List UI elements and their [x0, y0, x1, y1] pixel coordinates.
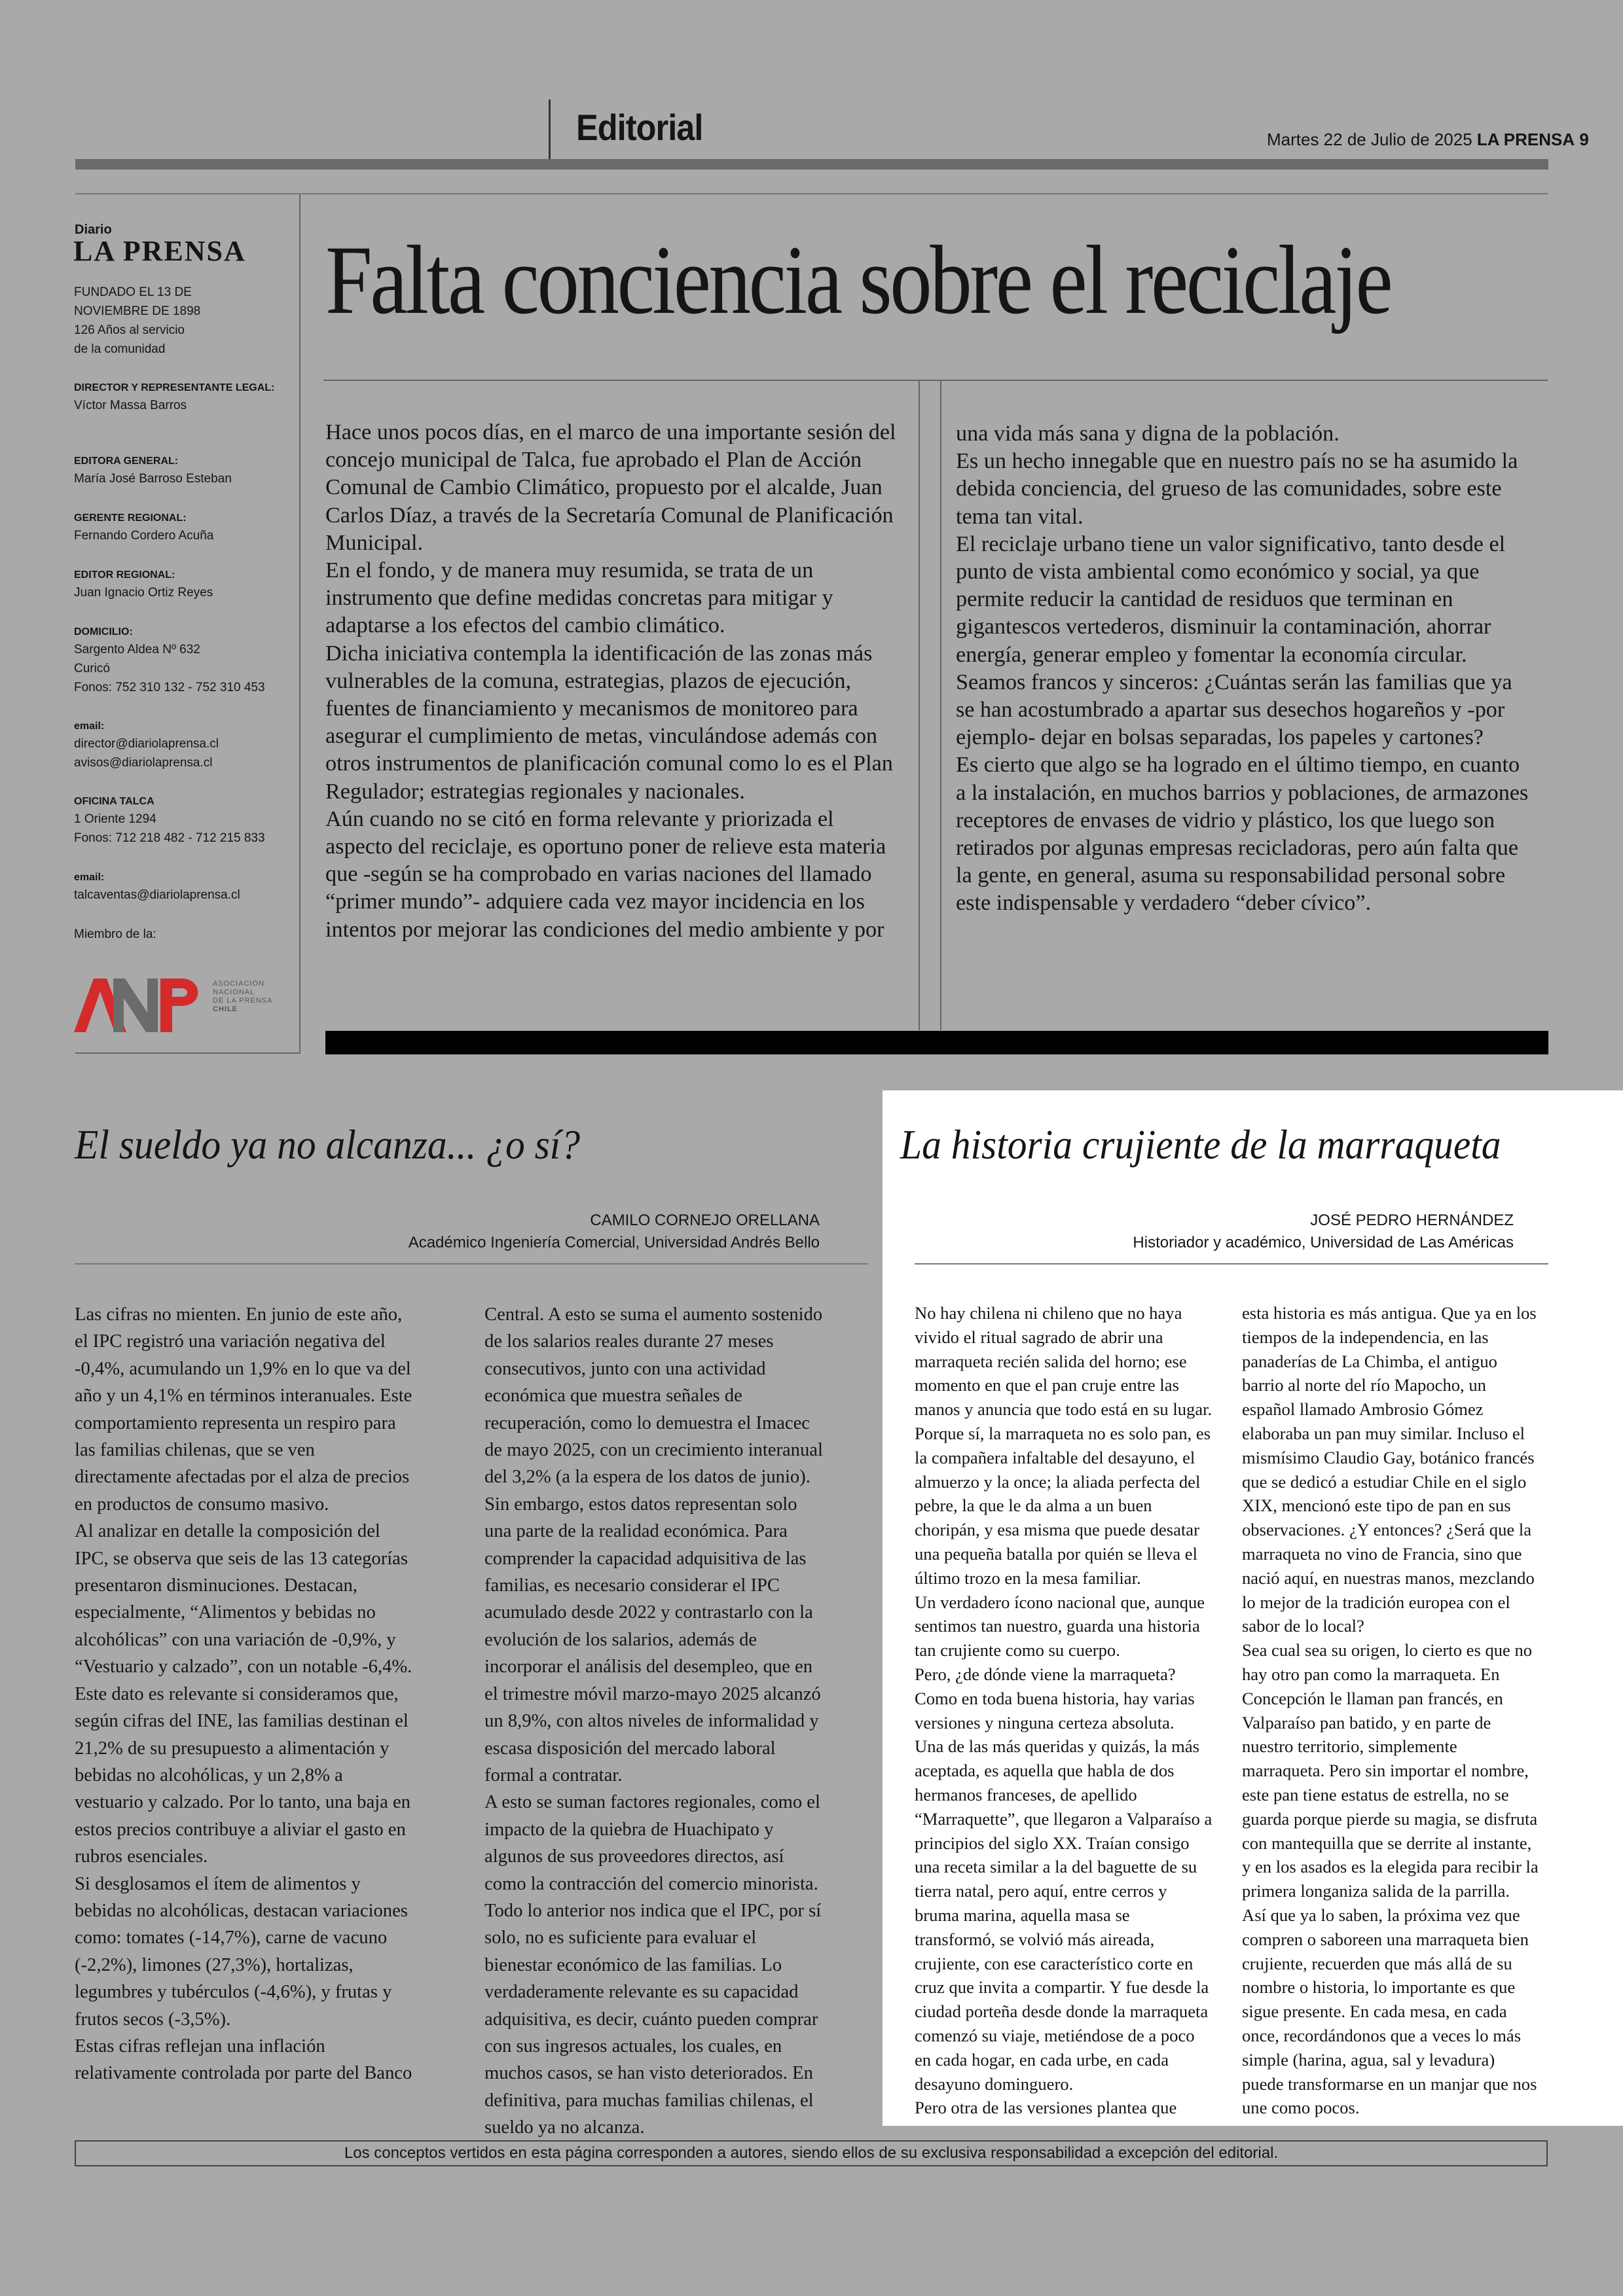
editorial-title: Falta conciencia sobre el reciclaje [325, 226, 1391, 334]
paragraph: una vida más sana y digna de la población. [956, 422, 1340, 446]
column-separator [940, 381, 941, 1030]
staff-role: GERENTE REGIONAL: [74, 512, 187, 524]
column-separator [919, 381, 920, 1030]
paragraph: En el fondo, y de manera muy resumida, se trata de un instrumento que define medidas concretas para mitigar y adaptarse a los efectos del cambio climático. [325, 558, 833, 638]
editorial-column-1 [325, 419, 902, 944]
footer-disclaimer: Los conceptos vertidos en esta página corresponden a autores, siendo ellos de su exclusiva responsabilidad a excepción del editorial. [75, 2140, 1548, 2166]
column-left-rule [75, 1263, 868, 1265]
founded-line: NOVIEMBRE DE 1898 [74, 304, 201, 318]
email-link[interactable]: director@diariolaprensa.cl [74, 737, 219, 751]
staff-role: EDITOR REGIONAL: [74, 569, 175, 581]
masthead-small-label: Diario [75, 223, 112, 237]
staff-name: María José Barroso Esteban [74, 472, 232, 486]
email-block [74, 718, 290, 772]
member-label: Miembro de la: [74, 927, 156, 941]
founded-line: 126 Años al servicio [74, 323, 185, 337]
paragraph: Un verdadero ícono nacional que, aunque sentimos tan nuestro, guarda una historia tan crujiente como su cuerpo. [915, 1592, 1205, 1660]
column-left-byline [262, 1210, 820, 1254]
paragraph: Este dato es relevante si consideramos que, según cifras del INE, las familias destinan el 21,2% de su presupuesto a alimentación y bebidas no alcohólicas, y un 2,8% a vestuario y calzado. Por lo tanto, una baja en estos precios contribuye a aliviar el gasto en rubros esenciales. [75, 1683, 410, 1867]
paragraph: Pero, ¿de dónde viene la marraqueta? Como en toda buena historia, hay varias versiones y ninguna certeza absoluta. [915, 1664, 1195, 1732]
oficina-talca-block [74, 793, 290, 848]
staff-editora [74, 453, 290, 488]
staff-role: DIRECTOR Y REPRESENTANTE LEGAL: [74, 382, 275, 393]
paragraph: Pero otra de las versiones plantea que [915, 2098, 1177, 2118]
column-right-byline [982, 1210, 1514, 1254]
address-line: 1 Oriente 1294 [74, 812, 156, 826]
staff-role: DOMICILIO: [74, 626, 133, 637]
editorial-column-2 [956, 420, 1532, 918]
email-link[interactable]: avisos@diariolaprensa.cl [74, 756, 213, 770]
sidebar-divider [299, 194, 301, 1053]
paragraph: A esto se suman factores regionales, como el impacto de la quiebra de Huachipato y algunos de sus proveedores directos, así como la contracción del comercio minorista. Todo lo anterior nos indica que el IPC, por sí solo, no es suficiente para evaluar el bienestar económico de las familias. Lo verdaderamente relevante es su capacidad adquisitiva, es decir, cuánto pueden comprar con sus ingresos actuales, los cuales, en muchos casos, se han visto deteriorados. En definitiva, para muchas familias chilenas, el sueldo ya no alcanza. [484, 1792, 822, 2138]
paragraph: Al analizar en detalle la composición del IPC, se observa que seis de las 13 categorías presentaron disminuciones. Destacan, especialmente, “Alimentos y bebidas no alcohólicas” con una variación de -0,9%, y “Vestuario y calzado”, con un notable -6,4%. [75, 1521, 412, 1677]
staff-role: email: [74, 721, 105, 732]
address-line: Curicó [74, 662, 110, 675]
paragraph: El reciclaje urbano tiene un valor significativo, tanto desde el punto de vista ambiental como económico y social, ya que permite reducir la cantidad de residuos que terminan en gigantescos vertederos, disminuir la contaminación, ahorrar energía, generar empleo y fomentar la economía circular. [956, 531, 1506, 667]
phone-line: Fonos: 712 218 482 - 712 215 833 [74, 831, 265, 845]
header-bar [75, 159, 1548, 170]
masthead-name: LA PRENSA [73, 235, 246, 267]
header-newspaper: LA PRENSA [1476, 130, 1575, 149]
staff-gerente [74, 510, 290, 545]
column-left-text-1 [75, 1301, 415, 2087]
staff-director [74, 380, 290, 415]
email-talca-block [74, 869, 290, 905]
section-label: Editorial [576, 107, 703, 148]
anp-text [213, 980, 272, 1014]
staff-editor [74, 567, 290, 602]
anp-text-line: NACIONAL [213, 988, 255, 996]
paragraph: Así que ya lo saben, la próxima vez que compren o saboreen una marraqueta bien crujiente, recuerden que más allá de su nombre o historia, lo importante es que sigue presente. En cada mesa, en cada once, recordándonos que a veces lo más simple (harina, agua, sal y levadura) puede transformarse en un manjar que nos une como pocos. [1242, 1905, 1537, 2118]
paragraph: No hay chilena ni chileno que no haya vivido el ritual sagrado de abrir una marraqueta recién salida del horno; ese momento en que el pan cruje entre las manos y anuncia que todo está en su lugar. Porque sí, la marraqueta no es solo pan, es la compañera infaltable del desayuno, el almuerzo y la once; la aliada perfecta del pebre, la que le da alma a un buen choripán, y esa misma que puede desatar una pequeña batalla por quién se lleva el último trozo en la mesa familiar. [915, 1303, 1213, 1588]
paragraph: Es cierto que algo se ha logrado en el último tiempo, en cuanto a la instalación, en muchos barrios y poblaciones, de armazones receptores de envases de vidrio y plástico, los que luego son retirados por algunas empresas recicladoras, pero aún falta que la gente, en general, asuma su responsabilidad personal sobre este indispensable y verdadero “deber cívico”. [956, 753, 1529, 916]
editorial-rule [323, 380, 1548, 381]
phone-line: Fonos: 752 310 132 - 752 310 453 [74, 681, 265, 694]
page-number: 9 [1579, 130, 1589, 149]
founded-line: FUNDADO EL 13 DE [74, 285, 192, 299]
paragraph: Seamos francos y sinceros: ¿Cuántas serán las familias que ya se han acostumbrado a apartar sus desechos hogareños y -por ejemplo- dejar en bolsas separadas, los papeles y cartones? [956, 670, 1512, 750]
paragraph: Dicha iniciativa contempla la identificación de las zonas más vulnerables de la comuna, estrategias, plazos de ejecución, fuentes de financiamiento y mecanismos de monitoreo para asegurar el cumplimiento de metas, vinculándose además con otros instrumentos de planificación comunal como lo es el Plan Regulador; estrategias regionales y nacionales. [325, 641, 893, 804]
paragraph: Hace unos pocos días, en el marco de una importante sesión del concejo municipal de Talca, fue aprobado el Plan de Acción Comunal de Cambio Climático, propuesto por el alcalde, Juan Carlos Díaz, a través de la Secretaría Comunal de Planificación Municipal. [325, 420, 896, 555]
staff-role: OFICINA TALCA [74, 796, 155, 807]
header-date: Martes 22 de Julio de 2025 [1267, 130, 1472, 149]
paragraph: Una de las más queridas y quizás, la más aceptada, es aquella que habla de dos hermanos franceses, de apellido “Marraquette”, que llegaron a Valparaíso a principios del siglo XX. Traían consigo una receta similar a la del baguette de su tierra natal, pero aquí, entre cerros y bruma marina, aquella masa se transformó, se volvió más aireada, crujiente, con ese característico corte en cruz que invita a compartir. Y fue desde la ciudad porteña desde donde la marraqueta comenzó su viaje, metiéndose de a poco en cada hogar, en cada urbe, en cada desayuno dominguero. [915, 1736, 1213, 2094]
column-right-text-2 [1242, 1301, 1540, 2120]
founded-line: de la comunidad [74, 342, 166, 356]
column-left-author: CAMILO CORNEJO ORELLANA [590, 1211, 820, 1229]
sidebar-bottom-rule [75, 1052, 301, 1054]
founded-block [74, 283, 290, 359]
column-right-affiliation: Historiador y académico, Universidad de Las Américas [1133, 1234, 1514, 1251]
column-right-title: La historia crujiente de la marraqueta [900, 1121, 1501, 1168]
staff-name: Juan Ignacio Ortiz Reyes [74, 586, 213, 600]
column-right-author: JOSÉ PEDRO HERNÁNDEZ [1310, 1211, 1514, 1229]
header-rule [75, 193, 1548, 194]
paragraph: Es un hecho innegable que en nuestro país no se ha asumido la debida conciencia, del grueso de las comunidades, sobre este tema tan vital. [956, 449, 1518, 529]
staff-name: Víctor Massa Barros [74, 399, 187, 412]
paragraph: Si desglosamos el ítem de alimentos y bebidas no alcohólicas, destacan variaciones como: tomates (-14,7%), carne de vacuno (-2,2%), limones (27,3%), hortalizas, legumbres y tubérculos (-4,6%), y frutas y frutos secos (-3,5%). [75, 1873, 408, 2030]
column-left-affiliation: Académico Ingeniería Comercial, Universidad Andrés Bello [408, 1234, 820, 1251]
staff-role: EDITORA GENERAL: [74, 456, 179, 467]
column-right-rule [915, 1263, 1548, 1265]
column-left-text-2 [484, 1301, 825, 2142]
paragraph: Estas cifras reflejan una inflación relativamente controlada por parte del Banco [75, 2036, 412, 2084]
column-left-title: El sueldo ya no alcanza... ¿o sí? [75, 1121, 581, 1168]
header-divider [549, 99, 551, 160]
editorial-bottom-bar [325, 1031, 1548, 1054]
address-line: Sargento Aldea Nº 632 [74, 643, 200, 656]
anp-text-line: ASOCIACIÓN [213, 980, 265, 988]
paragraph: Sea cual sea su origen, lo cierto es que no hay otro pan como la marraqueta. En Concepción le llaman pan francés, en Valparaíso pan batido, y en parte de nuestro territorio, simplemente marraqueta. Pero sin importar el nombre, este pan tiene estatus de estrella, no se guarda porque pierde su magia, se disfruta con mantequilla que se derrite al instante, y en los asados es la elegida para recibir la primera longaniza salida de la parrilla. [1242, 1640, 1539, 1901]
anp-text-line: DE LA PRENSA [213, 997, 273, 1005]
column-right-text-1 [915, 1301, 1213, 2120]
staff-role: email: [74, 872, 105, 883]
email-link[interactable]: talcaventas@diariolaprensa.cl [74, 888, 240, 902]
paragraph: esta historia es más antigua. Que ya en los tiempos de la independencia, en las panaderías de La Chimba, el antiguo barrio al norte del río Mapocho, un español llamado Ambrosio Gómez elaboraba un pan muy similar. Incluso el mismísimo Claudio Gay, botánico francés que se dedicó a estudiar Chile en el siglo XIX, mencionó este tipo de pan en sus observaciones. ¿Y entonces? ¿Será que la marraqueta no vino de Francia, sino que nació aquí, en nuestras manos, mezclando lo mejor de la tradición europea con el sabor de lo local? [1242, 1303, 1537, 1636]
domicilio-block [74, 624, 290, 697]
anp-text-line: CHILE [213, 1005, 238, 1013]
paragraph: Aún cuando no se citó en forma relevante y priorizada el aspecto del reciclaje, es oportuno poner de relieve esta materia que -según se ha comprobado en varias naciones del llamado “primer mundo”- adquiere cada vez mayor incidencia en los intentos por mejorar las condiciones del medio ambiente y por [325, 806, 886, 942]
paragraph: Las cifras no mienten. En junio de este año, el IPC registró una variación negativa del -0,4%, acumulando un 1,9% en lo que va del año y un 4,1% en términos interanuales. Este comportamiento representa un respiro para las familias chilenas, que se ven directamente afectadas por el alza de precios en productos de consumo masivo. [75, 1304, 412, 1515]
staff-name: Fernando Cordero Acuña [74, 529, 214, 543]
paragraph: Sin embargo, estos datos representan solo una parte de la realidad económica. Para comprender la capacidad adquisitiva de las familias, es necesario considerar el IPC acumulado desde 2022 y contrastarlo con la evolución de los salarios, además de incorporar el análisis del desempleo, que en el trimestre móvil marzo-mayo 2025 alcanzó un 8,9%, con altos niveles de informalidad y escasa disposición del mercado laboral formal a contratar. [484, 1494, 821, 1785]
header-date-line [1267, 130, 1589, 150]
paragraph: Central. A esto se suma el aumento sostenido de los salarios reales durante 27 meses consecutivos, junto con una actividad económica que muestra señales de recuperación, como lo demuestra el Imacec de mayo 2025, con un crecimiento interanual del 3,2% (a la espera de los datos de junio). [484, 1304, 823, 1488]
anp-logo [74, 972, 277, 1041]
